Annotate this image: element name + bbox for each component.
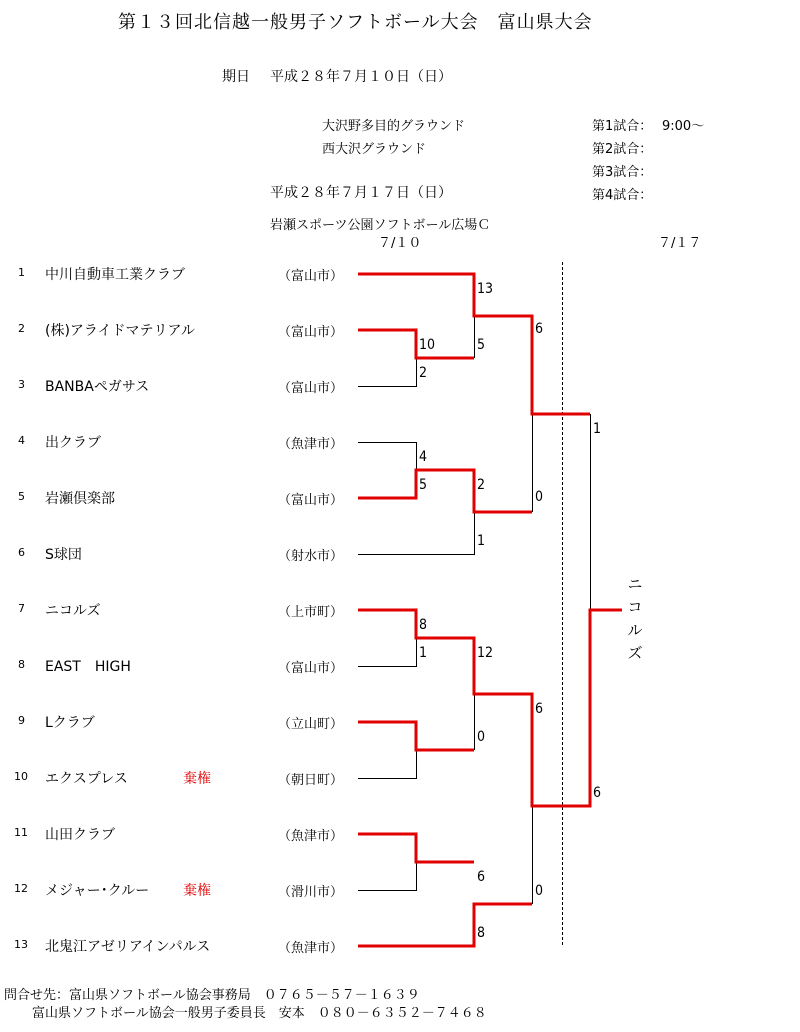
- team-name: ニコルズ: [45, 603, 101, 619]
- score-label: 0: [535, 489, 544, 505]
- team-city: （富山市）: [278, 325, 344, 340]
- team-number: 3: [18, 378, 25, 391]
- score-label: 8: [477, 925, 486, 941]
- team-name: メジャー･クルー: [45, 883, 150, 899]
- team-city: （立山町）: [278, 717, 344, 732]
- score-label: 1: [593, 421, 602, 437]
- win-path-team9: [358, 722, 474, 750]
- bracket-line-team12: [358, 862, 417, 891]
- team-note: 棄権: [183, 883, 211, 899]
- team-city: （朝日町）: [278, 773, 344, 788]
- win-path-team5: [358, 470, 532, 512]
- contact-line-2: 富山県ソフトボール協会一般男子委員長 安本 ０８０－６３５２－７４６８: [32, 1006, 487, 1021]
- score-label: 13: [477, 281, 494, 297]
- bracket-black-lines: [358, 262, 591, 946]
- team-city: （魚津市）: [278, 437, 344, 452]
- bracket-red-lines: [358, 274, 622, 946]
- team-city: （射水市）: [278, 549, 344, 564]
- team-name: 北鬼江アゼリアインパルス: [45, 939, 211, 955]
- win-path-team7: [358, 610, 622, 806]
- score-label: 6: [535, 701, 544, 717]
- team-name: Lクラブ: [45, 715, 95, 731]
- score-label: 1: [419, 645, 428, 661]
- team-name: 山田クラブ: [45, 827, 115, 843]
- score-label: 4: [419, 449, 428, 465]
- team-city: （上市町）: [278, 605, 344, 620]
- team-city: （滑川市）: [278, 885, 344, 900]
- team-name: BANBAペガサス: [45, 379, 150, 395]
- column-date-2: ７/１７: [658, 236, 702, 251]
- team-number: 11: [14, 826, 28, 839]
- schedule-label: 第1試合：: [592, 119, 653, 134]
- team-name: S球団: [45, 547, 82, 563]
- schedule-label: 第4試合：: [592, 188, 653, 203]
- team-note: 棄権: [183, 771, 211, 787]
- venue-nishioosawa: 西大沢グラウンド: [322, 142, 427, 157]
- team-number: 10: [14, 770, 28, 783]
- score-label: 6: [535, 321, 544, 337]
- team-number: 8: [18, 658, 25, 671]
- score-label: 1: [477, 533, 486, 549]
- team-name: 岩瀬倶楽部: [45, 491, 115, 507]
- team-number: 4: [18, 434, 25, 447]
- team-name: 中川自動車工業クラブ: [45, 267, 185, 283]
- team-number: 1: [18, 266, 25, 279]
- score-label: 5: [477, 337, 486, 353]
- score-label: 6: [593, 785, 602, 801]
- score-label: 2: [419, 365, 428, 381]
- bracket-line-team8: [358, 638, 417, 667]
- schedule-label: 第3試合：: [592, 165, 653, 180]
- win-path-team2: [358, 330, 474, 358]
- team-number: 7: [18, 602, 25, 615]
- team-city: （富山市）: [278, 493, 344, 508]
- score-label: 6: [477, 869, 486, 885]
- contact-line-1: 問合せ先：富山県ソフトボール協会事務局 ０７６５－５７－１６３９: [4, 988, 420, 1003]
- score-label: 10: [419, 337, 436, 353]
- team-city: （富山市）: [278, 269, 344, 284]
- schedule-label: 第2試合：: [592, 142, 653, 157]
- team-number: 5: [18, 490, 25, 503]
- team-number: 2: [18, 322, 25, 335]
- bracket-line-team6: [358, 498, 475, 555]
- score-label: 2: [477, 477, 486, 493]
- date-first: 平成２８年７月１０日（日）: [270, 69, 452, 85]
- bracket-line-team4: [358, 443, 417, 471]
- score-label: 12: [477, 645, 494, 661]
- venue-oosawano: 大沢野多目的グラウンド: [322, 119, 466, 134]
- champion-name: ニコルズ: [627, 575, 643, 662]
- team-name: (株)アライドマテリアル: [45, 323, 195, 339]
- win-path-team11: [358, 834, 474, 862]
- team-number: 12: [14, 882, 28, 895]
- bracket-line-team3: [358, 358, 417, 387]
- venue-iwase: 岩瀬スポーツ公園ソフトボール広場Ｃ: [270, 218, 491, 233]
- bracket-line-team10: [358, 750, 417, 779]
- date-second: 平成２８年７月１７日（日）: [270, 185, 452, 201]
- team-city: （魚津市）: [278, 941, 344, 956]
- team-number: 6: [18, 546, 25, 559]
- team-name: エクスプレス: [45, 771, 128, 787]
- schedule-time: 9:00～: [662, 119, 705, 134]
- team-number: 9: [18, 714, 25, 727]
- win-path-team13: [358, 904, 532, 946]
- column-date-1: ７/１０: [378, 236, 422, 251]
- score-label: 0: [535, 883, 544, 899]
- team-name: 出クラブ: [45, 435, 101, 451]
- score-label: 5: [419, 477, 428, 493]
- team-city: （魚津市）: [278, 829, 344, 844]
- team-number: 13: [14, 938, 28, 951]
- team-city: （富山市）: [278, 381, 344, 396]
- score-label: 8: [419, 617, 428, 633]
- team-name: EAST HIGH: [45, 659, 131, 675]
- score-label: 0: [477, 729, 486, 745]
- page-title: 第１３回北信越一般男子ソフトボール大会 富山県大会: [118, 12, 593, 33]
- period-label: 期日: [222, 69, 250, 85]
- team-city: （富山市）: [278, 661, 344, 676]
